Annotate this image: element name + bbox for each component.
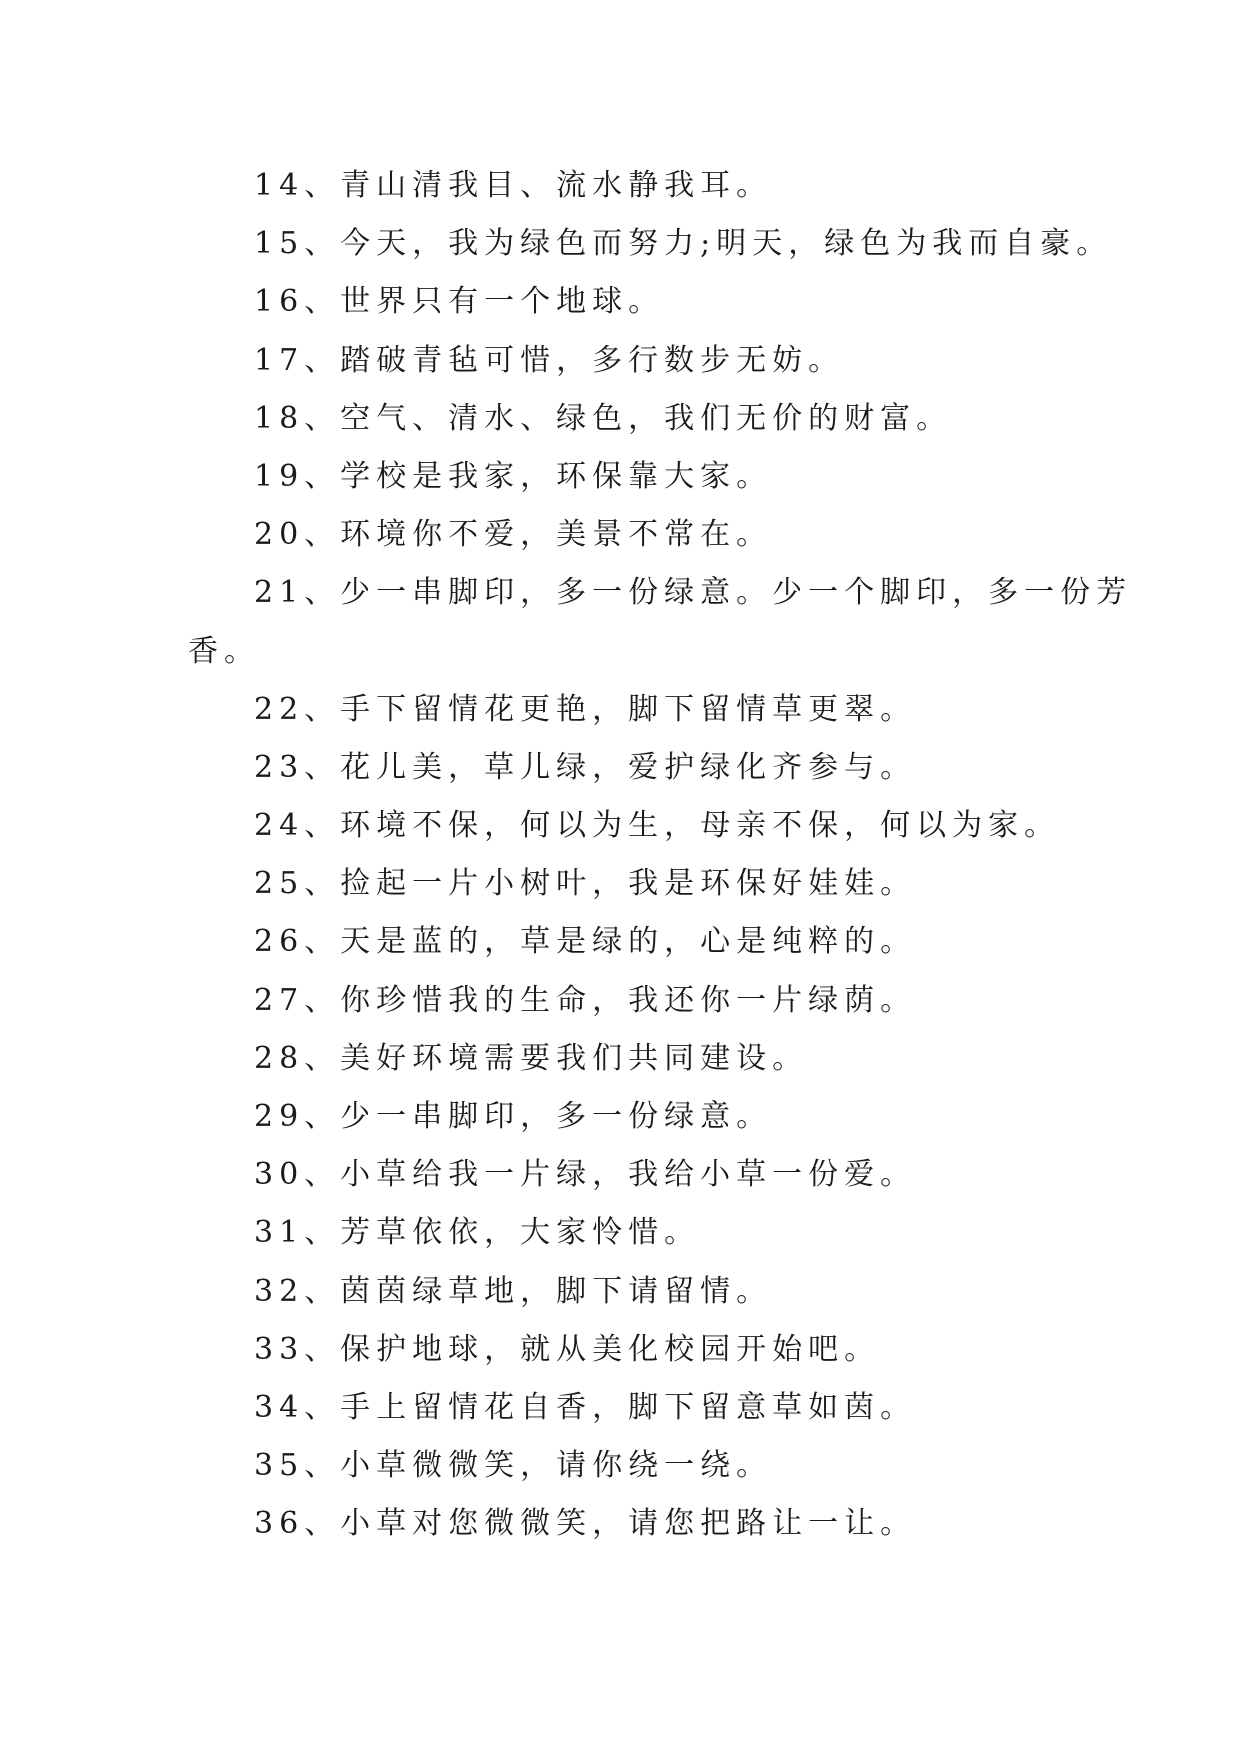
slogan-line: 24、环境不保，何以为生，母亲不保，何以为家。 [254,808,1061,844]
slogan-line: 36、小草对您微微笑，请您把路让一让。 [254,1506,917,1542]
slogan-line: 14、青山清我目、流水静我耳。 [254,168,773,203]
slogan-line: 22、手下留情花更艳，脚下留情草更翠。 [254,691,917,727]
slogan-line: 27、你珍惜我的生命，我还你一片绿荫。 [254,982,917,1018]
document-body [188,157,1133,1554]
slogan-line: 31、芳草依依，大家怜惜。 [254,1215,701,1251]
slogan-line: 30、小草给我一片绿，我给小草一份爱。 [254,1157,917,1193]
slogan-line: 34、手上留情花自香，脚下留意草如茵。 [254,1389,917,1425]
slogan-line: 33、保护地球，就从美化校园开始吧。 [254,1331,881,1367]
slogan-line: 26、天是蓝的，草是绿的，心是纯粹的。 [254,924,917,960]
slogan-line: 32、茵茵绿草地，脚下请留情。 [254,1273,773,1309]
slogan-line: 16、世界只有一个地球。 [254,284,665,320]
slogan-line: 35、小草微微笑，请你绕一绕。 [254,1448,773,1484]
slogan-line: 15、今天，我为绿色而努力;明天，绿色为我而自豪。 [254,226,1113,262]
slogan-line: 23、花儿美，草儿绿，爱护绿化齐参与。 [254,749,917,785]
slogan-line-continuation: 香。 [188,633,260,669]
slogan-line: 29、少一串脚印，多一份绿意。 [254,1099,773,1134]
slogan-line: 21、少一串脚印，多一份绿意。少一个脚印，多一份芳 [254,575,1133,611]
slogan-line: 17、踏破青毡可惜，多行数步无妨。 [254,342,845,378]
slogan-line: 28、美好环境需要我们共同建设。 [254,1040,809,1076]
slogan-line: 19、学校是我家，环保靠大家。 [254,458,773,494]
slogan-line: 18、空气、清水、绿色，我们无价的财富。 [254,400,953,436]
slogan-line: 20、环境你不爱，美景不常在。 [254,517,773,553]
slogan-line: 25、捡起一片小树叶，我是环保好娃娃。 [254,866,917,902]
